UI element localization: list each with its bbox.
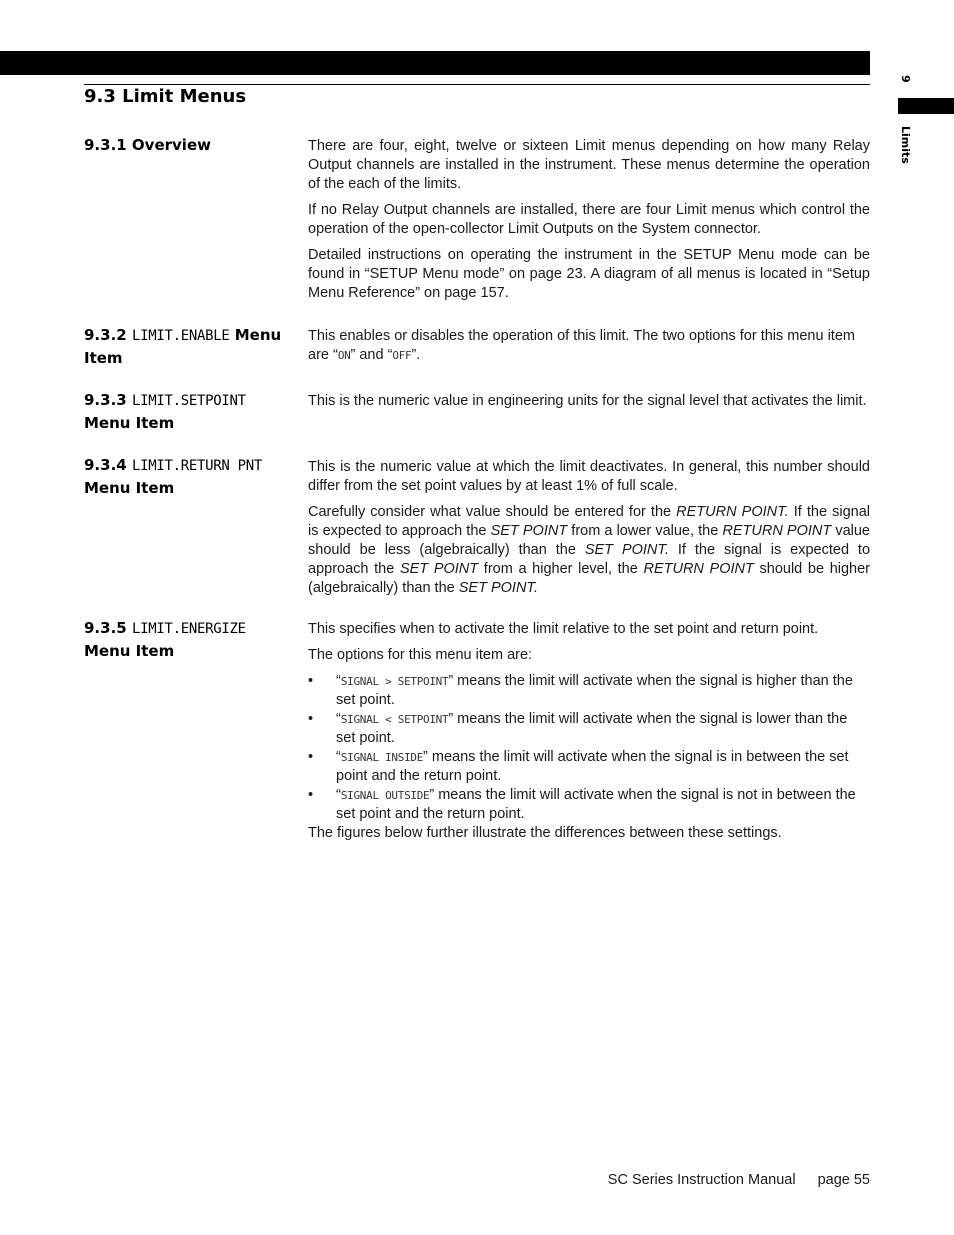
bullet: • [308,749,314,765]
section-number: 9.3.3 [84,391,127,409]
menu-item-label: Menu Item [84,326,282,367]
chapter-name: Limits [899,126,912,164]
text-run: Carefully consider what value should be entered for the [308,504,677,520]
menu-code: LIMIT.SETPOINT [131,393,246,409]
option-description: ” means the limit will activate when the signal is in between the set point and the return point. [336,749,849,784]
text-run: ”. [411,347,421,363]
energize-options-list [308,672,870,824]
energize-intro: This specifies when to activate the limit relative to the set point and return point. [308,621,819,637]
overview-body [308,137,870,310]
energize-options-label: The options for this menu item are: [308,647,533,663]
option-description: ” means the limit will activate when the signal is higher than the set point. [336,673,853,708]
top-header-bar [0,51,870,75]
option-code: SIGNAL INSIDE [340,751,424,764]
menu-item-label: Menu Item [84,479,175,497]
menu-item-label: Menu Item [84,642,175,660]
text-run: should be higher (algebraically) than the [308,561,871,596]
section-number: 9.3.5 [84,619,127,637]
return-point-paragraph: This is the numeric value at which the limit deactivates. In general, this number should differ from the set point values by at least 1% of full scale. [308,459,870,494]
text-run: value should be less (algebraically) than the [308,523,870,558]
overview-heading: 9.3.1 Overview [84,136,211,154]
emphasis: SET POINT. [458,580,538,596]
return-point-body [308,458,870,605]
menu-code: LIMIT.RETURN PNT [131,458,263,474]
return-point-paragraph [308,503,870,598]
menu-code: LIMIT.ENERGIZE [131,621,246,637]
quote: “ [336,749,341,765]
emphasis: RETURN POINT. [676,504,789,520]
setpoint-heading [84,389,284,434]
overview-paragraph: Detailed instructions on operating the instrument in the SETUP Menu mode can be found in “SETUP Menu mode” on page 23. A diagram of all menus is located in “Setup Menu Reference” on page 157. [308,247,870,301]
list-item [308,786,870,824]
emphasis: RETURN POINT [643,561,754,577]
option-off: OFF [392,349,412,362]
return-point-heading [84,454,284,499]
quote: “ [336,673,341,689]
text-run: This enables or disables the operation of this limit. The two options for this menu item are “ [308,328,855,363]
energize-heading [84,617,284,662]
page-number: page 55 [817,1172,870,1188]
setpoint-body [308,392,870,418]
section-number: 9.3.4 [84,456,127,474]
section-number: 9.3.2 [84,326,127,344]
option-description: ” means the limit will activate when the signal is lower than the set point. [336,711,848,746]
quote: “ [336,787,341,803]
enable-body [308,327,870,372]
bullet: • [308,787,314,803]
chapter-number: 9 [899,75,912,83]
text-run: ” and “ [350,347,393,363]
menu-item-label: Menu Item [84,414,175,432]
option-description: ” means the limit will activate when the signal is not in between the set point and the return point. [336,787,856,822]
emphasis: SET POINT [490,523,568,539]
quote: “ [336,711,341,727]
manual-title: SC Series Instruction Manual [607,1172,796,1188]
text-run: If the signal is expected to approach the [308,504,870,539]
emphasis: SET POINT. [584,542,669,558]
energize-body [308,620,870,843]
bullet: • [308,673,314,689]
header-rule [84,84,870,85]
text-run: If the signal is expected to approach the [308,542,871,577]
list-item [308,748,870,786]
enable-heading [84,324,284,369]
list-item [308,710,870,748]
menu-code: LIMIT.ENABLE [131,328,230,344]
option-code: SIGNAL < SETPOINT [340,713,449,726]
overview-paragraph: If no Relay Output channels are installed, there are four Limit menus which control the operation of the open-collector Limit Outputs on the System connector. [308,202,870,237]
bullet: • [308,711,314,727]
overview-paragraph: There are four, eight, twelve or sixteen Limit menus depending on how many Relay Output channels are installed in the instrument. These menus determine the operation of the each of the limits. [308,138,870,192]
list-item [308,672,870,710]
section-title: 9.3 Limit Menus [84,86,247,107]
chapter-tab [898,98,954,114]
enable-paragraph [308,327,870,365]
emphasis: RETURN POINT [722,523,832,539]
option-code: SIGNAL OUTSIDE [340,789,430,802]
text-run: from a higher level, the [478,561,644,577]
option-on: ON [337,349,351,362]
page-footer [608,1172,870,1188]
option-code: SIGNAL > SETPOINT [340,675,449,688]
emphasis: SET POINT [399,561,479,577]
setpoint-paragraph: This is the numeric value in engineering units for the signal level that activates the limit. [308,393,867,409]
text-run: from a lower value, the [567,523,723,539]
energize-closing: The figures below further illustrate the differences between these settings. [308,825,782,841]
